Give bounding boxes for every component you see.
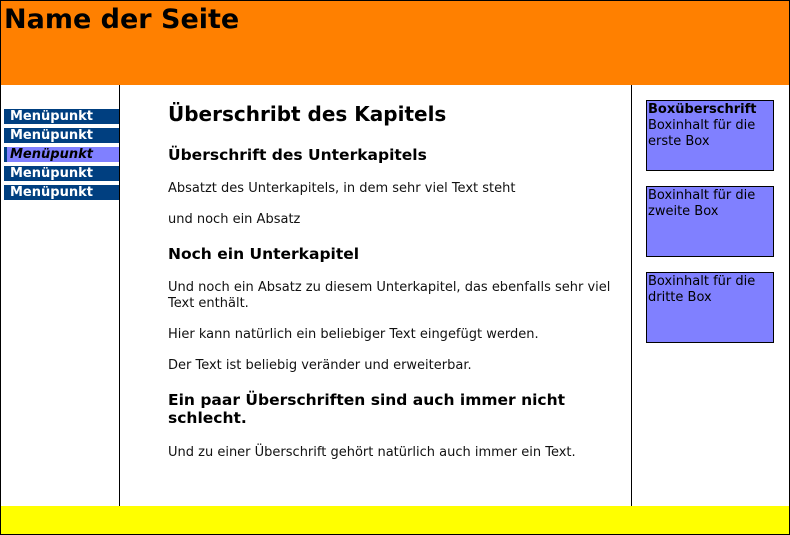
info-box-1 <box>646 100 774 171</box>
paragraph-1-2: und noch ein Absatz <box>168 212 301 227</box>
menu-item-3-active[interactable]: Menüpunkt <box>4 147 119 162</box>
menu-item-4[interactable]: Menüpunkt <box>4 166 119 181</box>
paragraph-1-1: Absatzt des Unterkapitels, in dem sehr viel Text steht <box>168 181 516 196</box>
section-heading-3: Ein paar Überschriften sind auch immer nicht schlecht. <box>168 391 566 427</box>
box-text: Boxinhalt für die erste Box <box>648 118 756 149</box>
section-heading-1: Überschrift des Unterkapitels <box>168 146 427 164</box>
site-title: Name der Seite <box>4 4 240 35</box>
footer <box>1 506 789 534</box>
paragraph-3-1: Und zu einer Überschrift gehört natürlich auch immer ein Text. <box>168 445 576 460</box>
paragraph-2-1: Und noch ein Absatz zu diesem Unterkapitel, das ebenfalls sehr viel Text enthält. <box>168 280 611 311</box>
header <box>1 1 789 85</box>
box-title: Boxüberschrift <box>648 102 757 117</box>
left-column <box>1 85 120 506</box>
main-menu <box>4 109 119 204</box>
info-box-2 <box>646 186 774 257</box>
menu-item-1[interactable]: Menüpunkt <box>4 109 119 124</box>
chapter-title: Überschribt des Kapitels <box>168 102 447 126</box>
section-heading-2: Noch ein Unterkapitel <box>168 245 360 263</box>
info-box-3 <box>646 272 774 343</box>
box-text: Boxinhalt für die dritte Box <box>648 274 756 305</box>
paragraph-2-3: Der Text ist beliebig veränder und erweiterbar. <box>168 358 472 373</box>
right-column <box>631 85 790 506</box>
paragraph-2-2: Hier kann natürlich ein beliebiger Text eingefügt werden. <box>168 327 539 342</box>
box-text: Boxinhalt für die zweite Box <box>648 188 756 219</box>
menu-item-2[interactable]: Menüpunkt <box>4 128 119 143</box>
menu-item-5[interactable]: Menüpunkt <box>4 185 119 200</box>
